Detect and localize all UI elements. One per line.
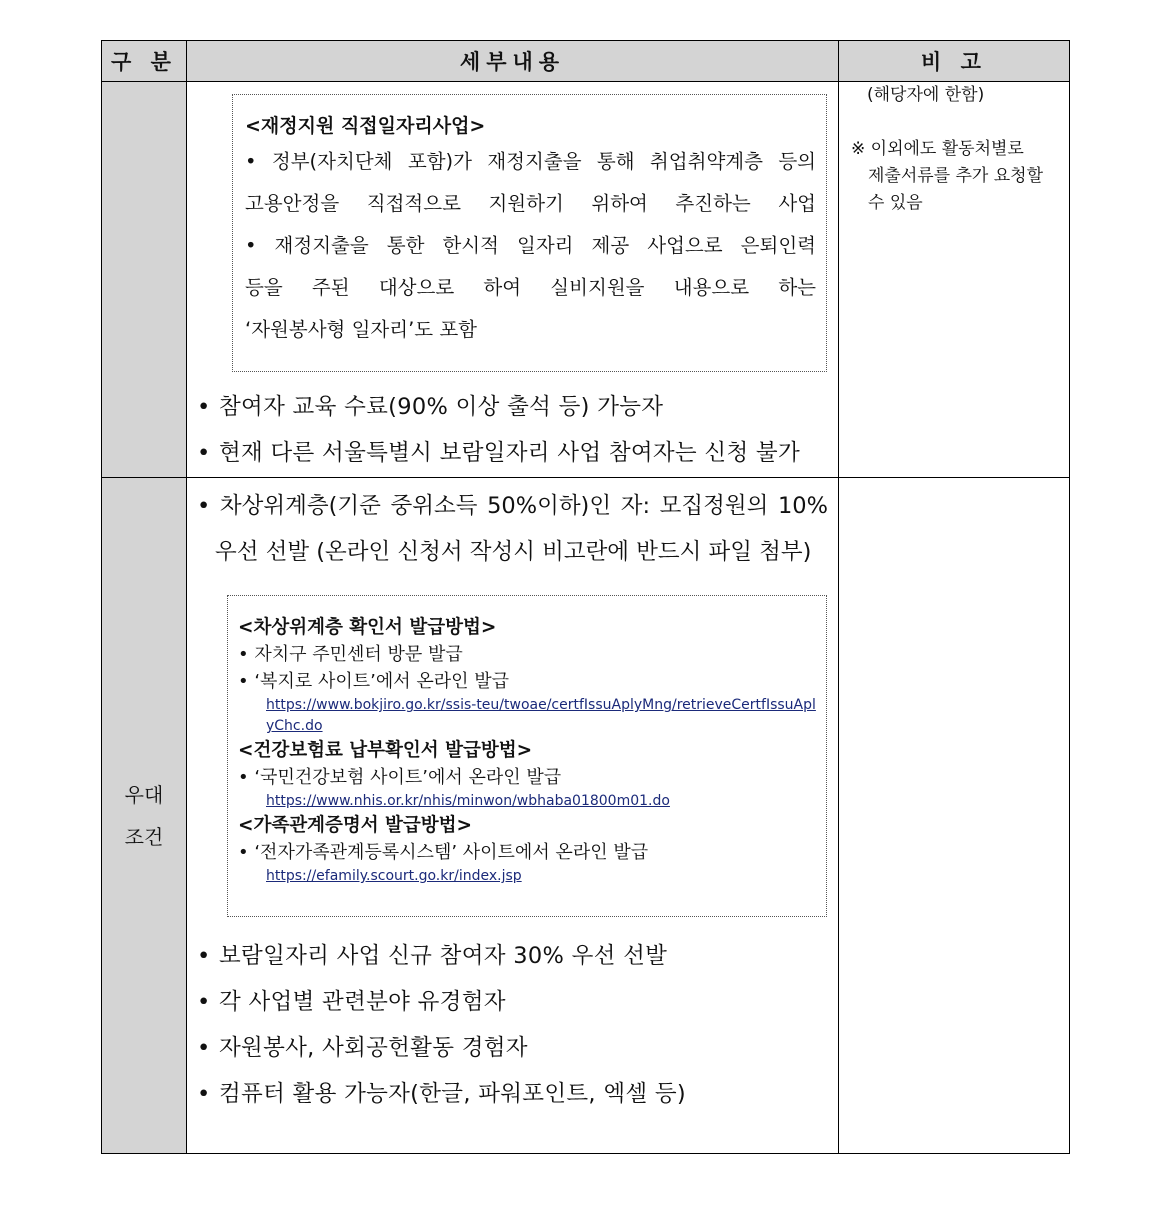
remark-warning-line: ※ 이외에도 활동처별로 bbox=[851, 139, 1024, 159]
box-title: <건강보험료 납부확인서 발급방법> bbox=[238, 740, 533, 761]
table-row bbox=[102, 82, 1070, 478]
bullet-icon: • bbox=[197, 943, 211, 969]
header-details: 세부내용 bbox=[187, 41, 839, 82]
table-row bbox=[102, 478, 1070, 1154]
details-cell bbox=[187, 82, 839, 478]
box-title: <재정지원 직접일자리사업> bbox=[245, 115, 486, 137]
priority-item: • 차상위계층(기준 중위소득 50%이하)인 자: 모집정원의 10% 우선 선발 (온라인 신청서 작성시 비고란에 반드시 파일 첨부) bbox=[197, 493, 828, 565]
list-item bbox=[187, 933, 838, 979]
list-item-text: 참여자 교육 수료(90% 이상 출석 등) 가능자 bbox=[219, 394, 664, 420]
bullet-icon: • bbox=[197, 1035, 211, 1061]
list-item-text: 자원봉사, 사회공헌활동 경험자 bbox=[219, 1035, 528, 1061]
box-line: • 정부(자치단체 포함)가 재정지출을 통해 취업취약계층 등의 bbox=[245, 150, 816, 173]
box-line: • ‘전자가족관계등록시스템’ 사이트에서 온라인 발급 bbox=[238, 842, 649, 863]
requirements-table bbox=[101, 40, 1070, 1154]
category-cell bbox=[102, 478, 187, 1154]
category-label: 우대 bbox=[124, 782, 164, 807]
box-line: • 재정지출을 통한 한시적 일자리 제공 사업으로 은퇴인력 bbox=[245, 234, 816, 257]
table-header-row bbox=[102, 41, 1070, 82]
list-item bbox=[187, 1071, 838, 1117]
list-item-text: 각 사업별 관련분야 유경험자 bbox=[219, 989, 506, 1015]
remark-warning bbox=[839, 136, 1069, 217]
list-item bbox=[187, 1025, 838, 1071]
list-item bbox=[187, 979, 838, 1025]
box-line: ‘자원봉사형 일자리’도 포함 bbox=[245, 318, 478, 341]
bullet-icon: • bbox=[197, 1081, 211, 1107]
list-item bbox=[187, 384, 838, 430]
remark-note: (해당자에 한함) bbox=[867, 85, 985, 105]
bokjiro-link[interactable]: https://www.bokjiro.go.kr/ssis-teu/twoae/certfIssuAplyMng/retrieveCertfIssuAplyChc.do bbox=[266, 697, 816, 734]
box-line: 고용안정을 직접적으로 지원하기 위하여 추진하는 사업 bbox=[245, 192, 816, 215]
box-line: • ‘복지로 사이트’에서 온라인 발급 bbox=[238, 671, 509, 692]
bullet-icon: • bbox=[197, 394, 211, 420]
remarks-cell-empty bbox=[839, 478, 1070, 1154]
list-item-text: 보람일자리 사업 신규 참여자 30% 우선 선발 bbox=[219, 943, 668, 969]
box-line: • ‘국민건강보험 사이트’에서 온라인 발급 bbox=[238, 767, 562, 788]
bullet-icon: • bbox=[197, 440, 211, 466]
details-cell bbox=[187, 478, 839, 1154]
list-item bbox=[187, 430, 838, 476]
header-remarks: 비 고 bbox=[839, 41, 1070, 82]
nhis-link[interactable]: https://www.nhis.or.kr/nhis/minwon/wbhaba01800m01.do bbox=[266, 793, 670, 809]
efamily-link[interactable]: https://efamily.scourt.go.kr/index.jsp bbox=[266, 868, 522, 884]
header-category: 구 분 bbox=[102, 41, 187, 82]
direct-job-info-box bbox=[232, 94, 827, 372]
box-line: 등을 주된 대상으로 하여 실비지원을 내용으로 하는 bbox=[245, 276, 816, 299]
box-title: <가족관계증명서 발급방법> bbox=[238, 815, 473, 836]
category-label: 조건 bbox=[124, 824, 164, 849]
certificate-info-box bbox=[227, 595, 827, 917]
box-title: <차상위계층 확인서 발급방법> bbox=[238, 617, 497, 638]
bullet-icon: • bbox=[197, 989, 211, 1015]
category-cell-empty bbox=[102, 82, 187, 478]
remarks-cell bbox=[839, 82, 1070, 478]
remark-warning-line: 제출서류를 추가 요청할 수 있음 bbox=[868, 166, 1044, 213]
box-line: • 자치구 주민센터 방문 발급 bbox=[238, 644, 463, 665]
list-item-text: 현재 다른 서울특별시 보람일자리 사업 참여자는 신청 불가 bbox=[219, 440, 801, 466]
list-item-text: 컴퓨터 활용 가능자(한글, 파워포인트, 엑셀 등) bbox=[219, 1081, 686, 1107]
